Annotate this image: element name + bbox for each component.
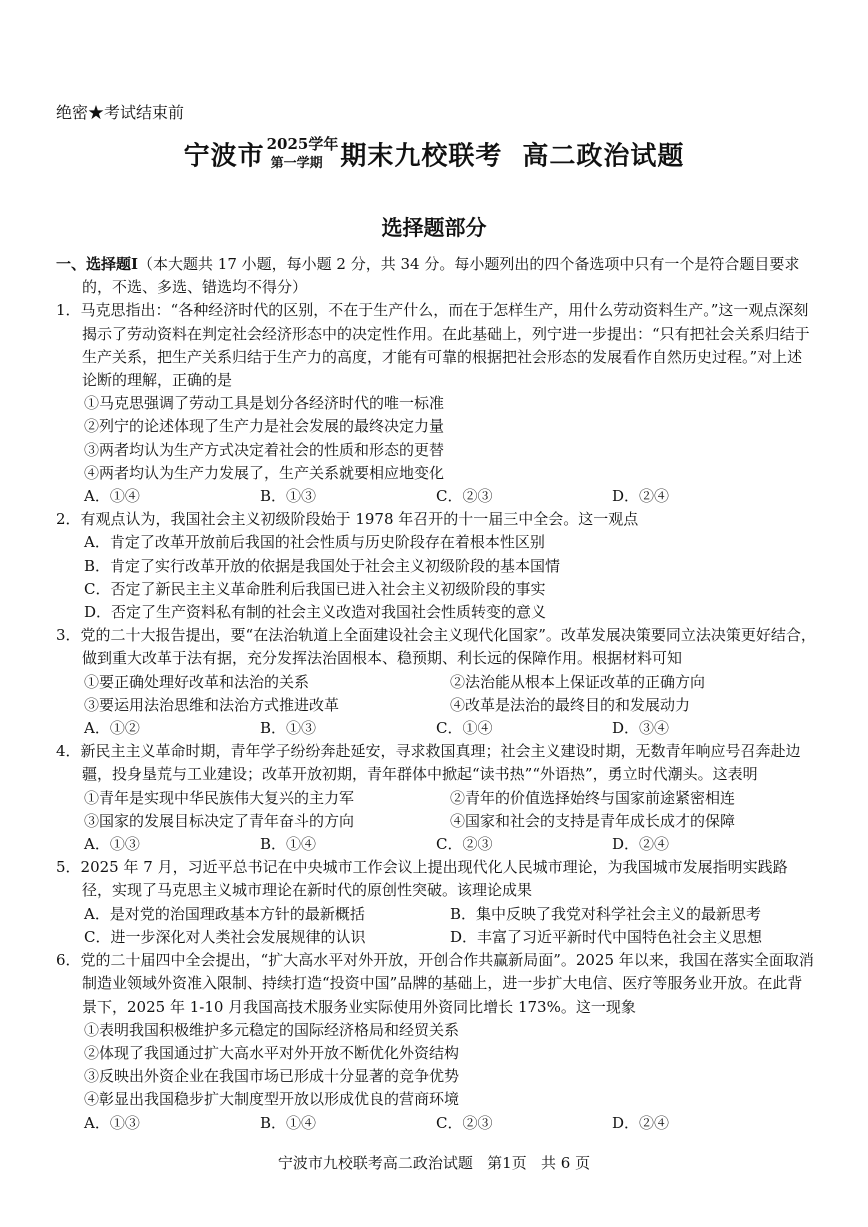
option-a: A．①② [84, 719, 140, 738]
instructions-text: （本大题共 17 小题，每小题 2 分，共 34 分。每小题列出的四个备选项中只有一个是符合题目要求的，不选、多选、错选均不得分） [82, 255, 800, 297]
instructions-lead: 一、选择题Ⅰ [56, 255, 139, 273]
option-d: D．否定了生产资料私有制的社会主义改造对我国社会性质转变的意义 [84, 603, 547, 622]
question-stem: 6．党的二十届四中全会提出，“扩大高水平对外开放，开创合作共赢新局面”。2025 年以来，我国在落实全面取消制造业领域外资准入限制、持续打造“投资中国”品牌的基础上，进一步扩大电信、医疗等服务业开放。在此背景下，2025 年 1-10 月我国高技术服务业实际使用外资同比增长 173%。这一现象 [56, 951, 814, 1016]
question-5 [56, 856, 816, 949]
option-b: B．①③ [260, 487, 317, 506]
statement-row [56, 810, 816, 833]
question-4 [56, 740, 816, 856]
question-stem: 2．有观点认为，我国社会主义初级阶段始于 1978 年召开的十一届三中全会。这一观点 [56, 510, 639, 529]
question-stem: 4．新民主主义革命时期，青年学子纷纷奔赴延安，寻求救国真理；社会主义建设时期，无数青年响应号召奔赴边疆，投身垦荒与工业建设；改革开放初期，青年群体中掀起“读书热”“外语热”，勇立时代潮头。这表明 [56, 742, 801, 784]
statement-item: ③国家的发展目标决定了青年奋斗的方向 [84, 811, 355, 830]
statement-row [56, 671, 816, 694]
statement-item: ①表明我国积极维护多元稳定的国际经济格局和经贸关系 [84, 1020, 460, 1039]
statement-item: ③要运用法治思维和法治方式推进改革 [84, 695, 340, 714]
statement-item: ②列宁的论述体现了生产力是社会发展的最终决定力量 [84, 417, 445, 436]
option-c: C．②③ [436, 1113, 493, 1132]
statement-item: ②体现了我国通过扩大高水平对外开放不断优化外资结构 [84, 1043, 460, 1062]
question-1 [56, 299, 816, 508]
answer-options [56, 717, 816, 740]
statement-item: ③两者均认为生产方式决定着社会的性质和形态的更替 [84, 440, 445, 459]
title-year-term [267, 134, 339, 174]
title-city: 宁波市 [183, 141, 265, 172]
statement-row [56, 787, 816, 810]
option-a: A．是对党的治国理政基本方针的最新概括 [84, 904, 365, 923]
option-d: D．丰富了习近平新时代中国特色社会主义思想 [450, 927, 763, 946]
question-stem: 1．马克思指出：“各种经济时代的区别，不在于生产什么，而在于怎样生产，用什么劳动资料生产。”这一观点深刻揭示了劳动资料在判定社会经济形态中的决定性作用。在此基础上，列宁进一步提出：“只有把社会关系归结于生产关系，把生产关系归结于生产力的高度，才能有可靠的根据把社会形态的发展看作自然历史过程。”对上述论断的理解，正确的是 [56, 301, 810, 390]
option-b: B．①④ [260, 835, 317, 854]
section-heading: 选择题部分 [381, 215, 487, 240]
questions-content [56, 253, 816, 1135]
page-footer: 宁波市九校联考高二政治试题 第1页 共 6 页 [277, 1154, 591, 1172]
title-main: 期末九校联考 高二政治试题 [340, 141, 685, 172]
option-b: B．集中反映了我党对科学社会主义的最新思考 [450, 904, 762, 923]
question-6 [56, 949, 816, 1135]
option-d: D．②④ [612, 487, 670, 506]
statement-item: ②青年的价值选择始终与国家前途紧密相连 [450, 788, 736, 807]
statement-item: ①青年是实现中华民族伟大复兴的主力军 [84, 788, 355, 807]
option-b: B．①③ [260, 719, 317, 738]
statement-item: ④国家和社会的支持是青年成长成才的保障 [450, 811, 736, 830]
option-b: B．①④ [260, 1113, 317, 1132]
exam-title [0, 134, 868, 174]
option-d: D．②④ [612, 835, 670, 854]
option-c: C．②③ [436, 487, 493, 506]
option-c: C．①④ [436, 719, 493, 738]
option-c: C．进一步深化对人类社会发展规律的认识 [84, 927, 366, 946]
statement-item: ①马克思强调了劳动工具是划分各经济时代的唯一标准 [84, 394, 445, 413]
option-a: A．①③ [84, 835, 140, 854]
title-year: 2025学年 [266, 135, 339, 153]
statement-row [56, 694, 816, 717]
answer-options [56, 1112, 816, 1135]
option-row [56, 926, 816, 949]
question-stem: 5．2025 年 7 月，习近平总书记在中央城市工作会议上提出现代化人民城市理论，为我国城市发展指明实践路径，实现了马克思主义城市理论在新时代的原创性突破。该理论成果 [56, 858, 788, 900]
option-d: D．③④ [612, 719, 670, 738]
statement-item: ①要正确处理好改革和法治的关系 [84, 672, 310, 691]
title-term: 第一学期 [270, 156, 323, 171]
question-3 [56, 624, 816, 740]
question-stem: 3．党的二十大报告提出，要“在法治轨道上全面建设社会主义现代化国家”。改革发展决策要同立法决策更好结合，做到重大改革于法有据，充分发挥法治固根本、稳预期、利长远的保障作用。根据材料可知 [56, 626, 816, 668]
statement-item: ③反映出外资企业在我国市场已形成十分显著的竞争优势 [84, 1067, 460, 1086]
statement-item: ④改革是法治的最终目的和发展动力 [450, 695, 691, 714]
option-a: A．①③ [84, 1113, 140, 1132]
option-a: A．肯定了改革开放前后我国的社会性质与历史阶段存在着根本性区别 [84, 533, 545, 552]
option-row [56, 903, 816, 926]
option-c: C．否定了新民主主义革命胜利后我国已进入社会主义初级阶段的事实 [84, 579, 546, 598]
answer-options [56, 833, 816, 856]
confidential-notice: 绝密★考试结束前 [56, 103, 185, 122]
statement-item: ④彰显出我国稳步扩大制度型开放以形成优良的营商环境 [84, 1090, 460, 1109]
option-d: D．②④ [612, 1113, 670, 1132]
statement-item: ④两者均认为生产力发展了，生产关系就要相应地变化 [84, 463, 445, 482]
option-b: B．肯定了实行改革开放的依据是我国处于社会主义初级阶段的基本国情 [84, 556, 561, 575]
option-a: A．①④ [84, 487, 140, 506]
instructions [56, 253, 816, 299]
option-c: C．②③ [436, 835, 493, 854]
answer-options [56, 485, 816, 508]
statement-item: ②法治能从根本上保证改革的正确方向 [450, 672, 706, 691]
question-2 [56, 508, 816, 624]
